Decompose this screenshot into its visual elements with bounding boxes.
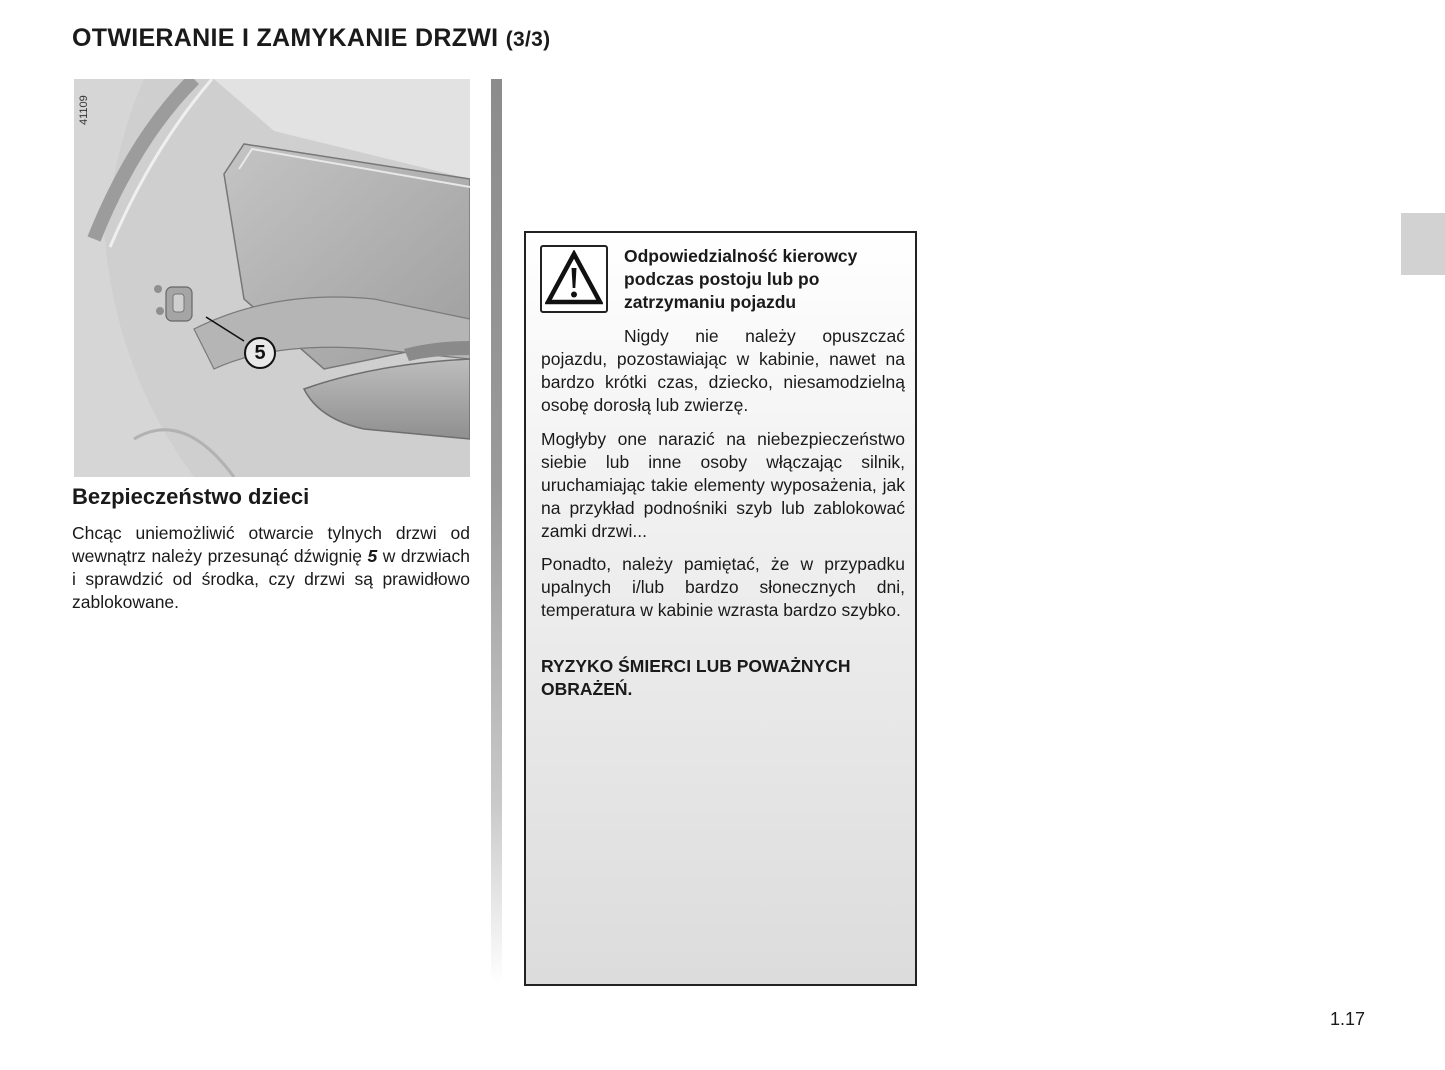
section-text-after: w drzwiach i sprawdzić od środka, czy drzwi są prawidłowo zablokowane. (72, 546, 470, 612)
callout-5: 5 (244, 337, 276, 369)
page-number: 1.17 (1330, 1009, 1366, 1029)
section-title: Bezpieczeństwo dzieci (72, 484, 310, 509)
warning-paragraph-1: Nigdy nie należy opuszczać pojazdu, pozostawiając w kabinie, nawet na bardzo krótki czas, dziecko, niesamodzielną osobę dorosłą lub zwierzę. (541, 326, 905, 415)
page-title-part: (3/3) (505, 28, 551, 51)
warning-paragraph-3: Ponadto, należy pamiętać, że w przypadku upalnych i/lub bardzo słonecznych dni, temperatura w kabinie wzrasta bardzo szybko. (541, 554, 905, 620)
warning-box (524, 231, 917, 986)
page-title-text: OTWIERANIE I ZAMYKANIE DRZWI (72, 24, 499, 52)
door-illustration (74, 79, 470, 477)
chapter-tab (1401, 213, 1445, 275)
warning-emphasis: RYZYKO ŚMIERCI LUB POWAŻNYCH OBRAŻEŃ. (541, 656, 851, 699)
figure-id: 41109 (78, 95, 90, 125)
door-drawing (74, 79, 470, 477)
warning-paragraph-2: Mogłyby one narazić na niebezpieczeństwo siebie lub inne osoby włączając silnik, uruchamiając takie elementy wyposażenia, jak na przykład podnośniki szyb lub zablokować zamki drzwi... (541, 429, 905, 541)
warning-triangle-icon (540, 245, 608, 313)
section-body (72, 522, 470, 614)
section-text-before: Chcąc uniemożliwić otwarcie tylnych drzwi od wewnątrz należy przesunąć dźwignię (72, 523, 470, 566)
page-title (72, 24, 550, 53)
lever-reference: 5 (367, 546, 378, 566)
warning-heading: Odpowiedzialność kierowcy podczas postoju lub po zatrzymaniu pojazdu (624, 246, 858, 312)
column-divider (491, 79, 502, 984)
